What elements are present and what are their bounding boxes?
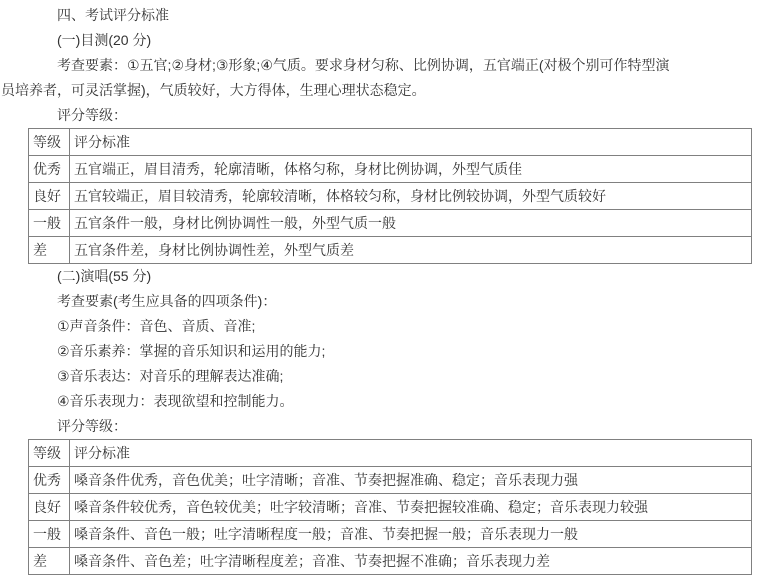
visual-test-paragraph-line2: 员培养者，可灵活掌握)，气质较好，大方得体，生理心理状态稳定。: [1, 82, 426, 98]
grade-column-header: 等级: [29, 129, 70, 156]
singing-test-heading: (二)演唱(55 分): [57, 268, 152, 284]
table-row: [29, 548, 752, 575]
grade-cell: 优秀: [29, 156, 70, 183]
singing-test-grade-label: 评分等级：: [57, 418, 127, 434]
criteria-column-header: 评分标准: [70, 129, 752, 156]
table-row: [29, 237, 752, 264]
singing-factor-performance: ④音乐表现力：表现欲望和控制能力。: [57, 393, 294, 409]
criteria-cell: 嗓音条件优秀，音色优美；吐字清晰；音准、节奏把握准确、稳定；音乐表现力强: [70, 467, 752, 494]
grade-column-header: 等级: [29, 440, 70, 467]
table-row: [29, 494, 752, 521]
exam-criteria-document: [0, 3, 779, 575]
criteria-cell: 五官条件差，身材比例协调性差，外型气质差: [70, 237, 752, 264]
singing-factor-voice: ①声音条件：音色、音质、音准;: [57, 318, 256, 334]
grade-cell: 良好: [29, 183, 70, 210]
table-row: [29, 467, 752, 494]
table-row: [29, 521, 752, 548]
criteria-column-header: 评分标准: [70, 440, 752, 467]
singing-factor-expression: ③音乐表达：对音乐的理解表达准确;: [57, 368, 284, 384]
criteria-cell: 嗓音条件较优秀，音色较优美；吐字较清晰；音准、节奏把握较准确、稳定；音乐表现力较强: [70, 494, 752, 521]
grade-cell: 一般: [29, 210, 70, 237]
grade-cell: 差: [29, 548, 70, 575]
visual-test-grade-table: [28, 128, 752, 264]
singing-test-grade-table: [28, 439, 752, 575]
table-row: [29, 183, 752, 210]
visual-test-heading: (一)目测(20 分): [57, 32, 152, 48]
grade-cell: 良好: [29, 494, 70, 521]
criteria-cell: 嗓音条件、音色差；吐字清晰程度差；音准、节奏把握不准确；音乐表现力差: [70, 548, 752, 575]
table-header-row: [29, 129, 752, 156]
criteria-cell: 五官较端正，眉目较清秀，轮廓较清晰，体格较匀称，身材比例较协调，外型气质较好: [70, 183, 752, 210]
table-header-row: [29, 440, 752, 467]
singing-factor-musicianship: ②音乐素养：掌握的音乐知识和运用的能力;: [57, 343, 326, 359]
criteria-cell: 五官端正，眉目清秀，轮廓清晰，体格匀称，身材比例协调，外型气质佳: [70, 156, 752, 183]
grade-cell: 一般: [29, 521, 70, 548]
criteria-cell: 五官条件一般，身材比例协调性一般，外型气质一般: [70, 210, 752, 237]
grade-cell: 优秀: [29, 467, 70, 494]
visual-test-grade-label: 评分等级：: [57, 107, 127, 123]
criteria-cell: 嗓音条件、音色一般；吐字清晰程度一般；音准、节奏把握一般；音乐表现力一般: [70, 521, 752, 548]
grade-cell: 差: [29, 237, 70, 264]
table-row: [29, 156, 752, 183]
visual-test-paragraph-line1: 考查要素：①五官;②身材;③形象;④气质。要求身材匀称、比例协调，五官端正(对极个别可作特型演: [57, 57, 670, 73]
singing-test-intro: 考查要素(考生应具备的四项条件)：: [57, 293, 277, 309]
table-row: [29, 210, 752, 237]
section-title: 四、考试评分标准: [57, 7, 169, 23]
